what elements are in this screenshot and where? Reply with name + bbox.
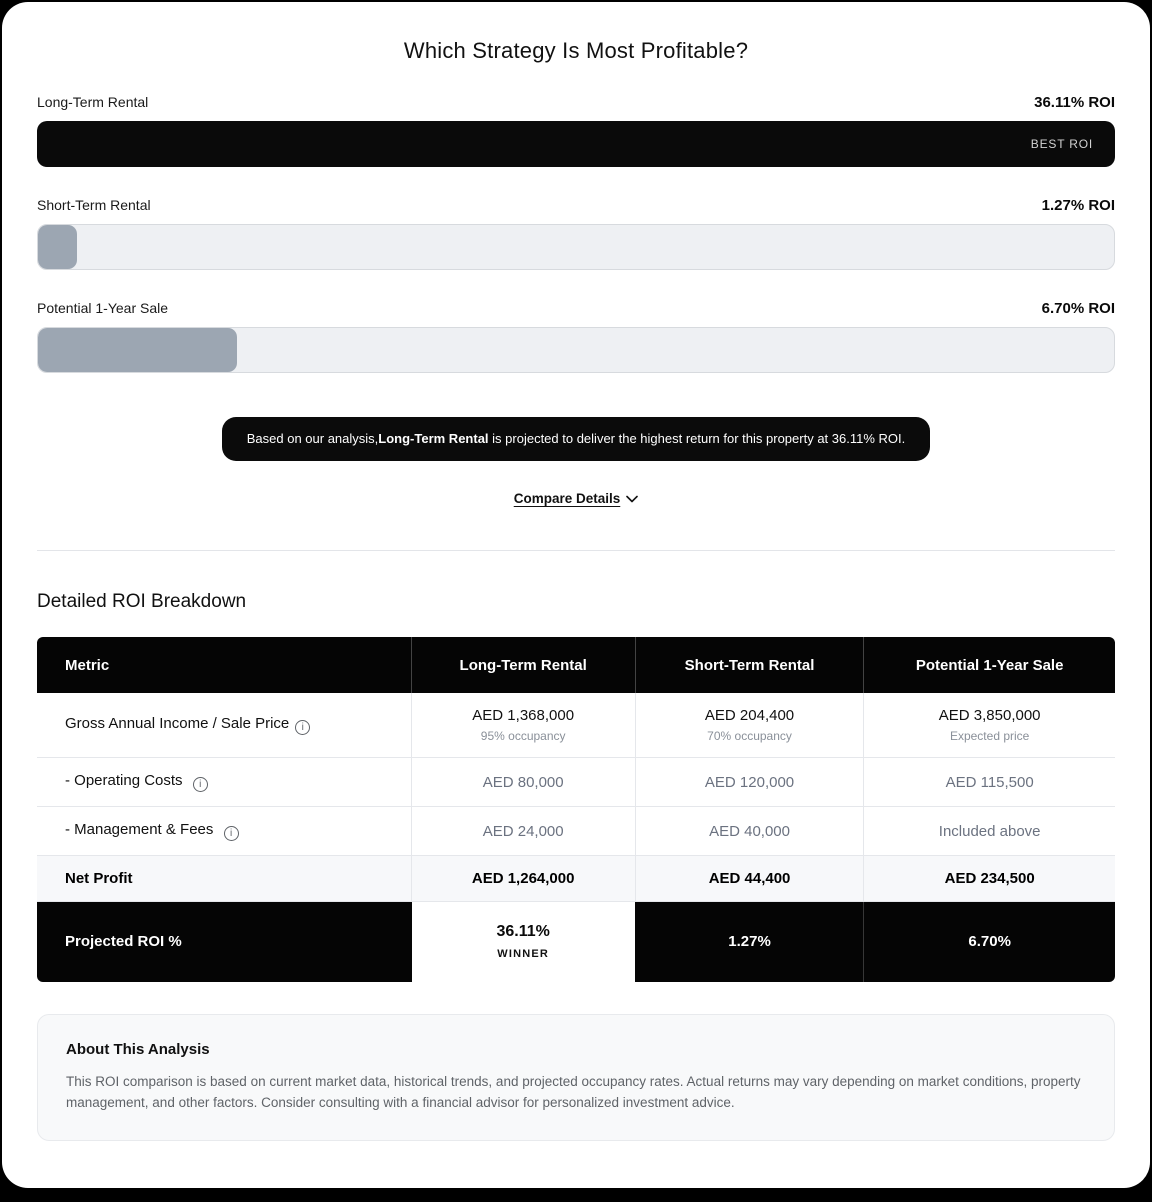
about-body: This ROI comparison is based on current market data, historical trends, and projected occupancy rates. Actual returns may vary depending on market conditions, property management, and other factors. Consider consulting with a financial advisor for personalized investment advice. xyxy=(66,1073,1081,1110)
table-header-row xyxy=(37,637,1115,693)
bar-track xyxy=(37,224,1115,270)
winner-cell xyxy=(411,902,635,982)
cell-value: AED 120,000 xyxy=(704,773,795,791)
bar-label-row xyxy=(37,300,1115,317)
callout-highlight: Long-Term Rental xyxy=(378,431,489,446)
bar-label: Long-Term Rental xyxy=(37,94,149,110)
cell-value: AED 80,000 xyxy=(482,773,564,791)
cell-value: AED 1,264,000 xyxy=(411,856,635,902)
winner-roi-value: 36.11% xyxy=(496,923,550,941)
roi-comparison-card xyxy=(2,2,1150,1188)
bar-fill xyxy=(37,121,1115,167)
breakdown-heading: Detailed ROI Breakdown xyxy=(37,591,247,613)
metric-label: - Operating Costs xyxy=(65,772,183,790)
section-divider xyxy=(37,550,1115,551)
best-roi-badge: BEST ROI xyxy=(1030,137,1093,151)
metric-label: - Management & Fees xyxy=(65,821,214,839)
bar-label: Potential 1-Year Sale xyxy=(37,300,169,316)
table-row-gross-income xyxy=(37,693,1115,758)
roi-breakdown-table xyxy=(37,637,1115,982)
bar-fill xyxy=(38,328,237,372)
roi-bar-long-term xyxy=(37,94,1115,167)
bar-label: Short-Term Rental xyxy=(37,197,151,213)
roi-bar-short-term xyxy=(37,197,1115,270)
bar-fill xyxy=(38,225,77,269)
cell-value: AED 204,400 xyxy=(704,707,795,725)
table-row-management-fees xyxy=(37,807,1115,856)
cell-value: 1.27% xyxy=(635,902,864,982)
metric-label: Projected ROI % xyxy=(37,902,411,982)
callout-prefix: Based on our analysis, xyxy=(246,431,379,446)
table-row-projected-roi xyxy=(37,902,1115,982)
cell-value: 6.70% xyxy=(864,902,1115,982)
roi-bar-sale xyxy=(37,300,1115,373)
info-icon[interactable] xyxy=(224,826,239,841)
winner-badge: WINNER xyxy=(497,948,550,961)
cell-subtext: 95% occupancy xyxy=(480,729,566,744)
table-row-operating-costs xyxy=(37,758,1115,807)
about-analysis-box xyxy=(37,1014,1115,1141)
analysis-callout xyxy=(222,417,931,461)
column-header-long-term: Long-Term Rental xyxy=(411,637,635,693)
info-icon[interactable] xyxy=(295,720,310,735)
compare-details-button[interactable] xyxy=(514,491,639,506)
column-header-short-term: Short-Term Rental xyxy=(635,637,864,693)
info-icon[interactable] xyxy=(193,777,208,792)
page-title: Which Strategy Is Most Profitable? xyxy=(403,38,749,63)
cell-value: AED 115,500 xyxy=(945,773,1034,791)
bar-roi-value: 1.27% ROI xyxy=(1041,197,1115,214)
column-header-sale: Potential 1-Year Sale xyxy=(864,637,1115,693)
bar-track xyxy=(37,327,1115,373)
bar-label-row xyxy=(37,197,1115,214)
compare-details-label: Compare Details xyxy=(513,491,621,507)
column-header-metric: Metric xyxy=(37,637,411,693)
bar-track xyxy=(37,121,1115,167)
cell-value: Included above xyxy=(938,822,1041,840)
metric-label: Gross Annual Income / Sale Price xyxy=(65,715,290,733)
cell-value: AED 40,000 xyxy=(709,822,790,840)
cell-subtext: Expected price xyxy=(949,729,1030,744)
bar-label-row xyxy=(37,94,1115,111)
cell-value: AED 234,500 xyxy=(864,856,1115,902)
callout-suffix: is projected to deliver the highest return for this property at 36.11% ROI. xyxy=(488,431,906,446)
cell-value: AED 44,400 xyxy=(635,856,864,902)
cell-value: AED 1,368,000 xyxy=(472,707,575,725)
chevron-down-icon xyxy=(626,495,638,503)
table-row-net-profit xyxy=(37,856,1115,902)
cell-subtext: 70% occupancy xyxy=(707,729,792,744)
cell-value: AED 24,000 xyxy=(482,822,564,840)
bar-roi-value: 36.11% ROI xyxy=(1034,94,1115,111)
metric-label: Net Profit xyxy=(37,856,411,902)
bar-roi-value: 6.70% ROI xyxy=(1041,300,1115,317)
cell-value: AED 3,850,000 xyxy=(938,707,1041,725)
about-title: About This Analysis xyxy=(66,1040,210,1058)
